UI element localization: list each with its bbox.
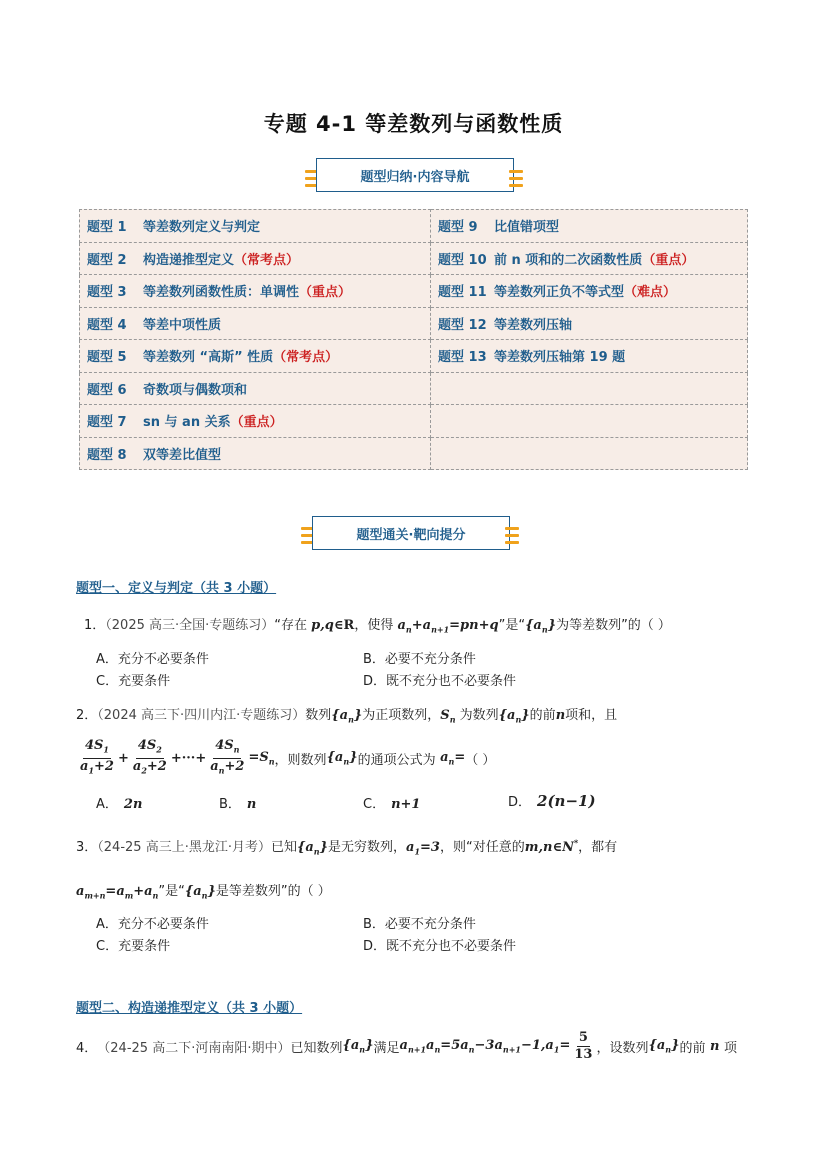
nav-topic-label: 等差数列正负不等式型	[494, 285, 625, 301]
math: $S_n$	[440, 708, 456, 725]
section-heading: 题型一、定义与判定（共 3 小题）	[76, 581, 277, 596]
math: $\{a_n\}$	[648, 1038, 680, 1055]
math: $a_n+a_{n+1}=pn+q$	[397, 618, 499, 635]
nav-topic-label: 等差数列压轴	[494, 317, 573, 333]
nav-cell[interactable]	[80, 405, 431, 438]
banner-decor-right	[509, 170, 523, 173]
nav-cell[interactable]	[431, 275, 748, 308]
math-fraction: $\frac{4S_2}{a_2+2}$	[132, 738, 167, 776]
option-a[interactable]: A． 2n	[96, 797, 143, 812]
nav-cell[interactable]	[80, 210, 431, 243]
nav-row	[80, 307, 748, 340]
question-text: 满足	[373, 1041, 400, 1056]
banner-decor-right	[505, 527, 519, 530]
nav-row	[80, 275, 748, 308]
nav-cell[interactable]	[431, 372, 748, 405]
nav-topic-tag: （难点）	[624, 285, 677, 301]
question-text: “存在	[274, 618, 308, 633]
nav-topic-label: 等差中项性质	[143, 317, 222, 333]
nav-topic-tag: （重点）	[299, 285, 352, 301]
math: n	[555, 708, 566, 723]
question-1: 1．（2025 高三·全国·专题练习）“存在 p,q∈R，使得 $a_n+a_{n+1}=pn+q$”是“$\{a_n\}$为等差数列”的（ ）	[84, 618, 671, 635]
nav-topic-number: 题型 7	[87, 415, 127, 431]
nav-cell[interactable]	[80, 275, 431, 308]
question-4	[76, 1030, 737, 1063]
nav-topic-label: sn 与 an 关系	[143, 415, 231, 431]
banner-decor-right	[505, 541, 519, 544]
question-source: （2024 高三下·四川内江·专题练习）	[97, 708, 306, 723]
nav-row	[80, 405, 748, 438]
question-3	[76, 836, 617, 857]
option-c[interactable]: C．充要条件	[96, 674, 171, 689]
nav-topic-tag: （常考点）	[234, 252, 300, 268]
question-text: 项	[723, 1041, 737, 1056]
question-text: ”是“	[158, 884, 185, 899]
nav-topic-label: 等差数列函数性质：单调性	[143, 285, 300, 301]
question-text: 的前	[679, 1041, 706, 1056]
question-text: 是无穷数列，	[327, 840, 406, 855]
math: $a_n=$	[435, 749, 466, 767]
math: $\{a_n\}$	[331, 708, 363, 725]
question-text: 为正项数列，	[362, 708, 441, 723]
question-text: ，都有	[578, 840, 618, 855]
math: m,n∈N*	[524, 837, 579, 855]
banner-decor-right	[509, 184, 523, 187]
question-source: （24-25 高二下·河南南阳·期中）	[97, 1041, 291, 1056]
option-a[interactable]: A．充分不必要条件	[96, 652, 209, 667]
nav-topic-number: 题型 4	[87, 317, 127, 333]
nav-topic-number: 题型 5	[87, 350, 127, 366]
question-text: （ ）	[465, 752, 496, 768]
nav-topic-tag: （重点）	[230, 415, 283, 431]
question-source: （24-25 高三上·黑龙江·月考）	[97, 840, 271, 855]
nav-cell[interactable]	[80, 437, 431, 470]
question-number: 1．	[84, 618, 106, 633]
question-text: ，则数列	[274, 752, 327, 768]
question-text: ，使得	[354, 618, 394, 633]
question-text: 的通项公式为	[357, 752, 436, 768]
nav-topic-number: 题型 10	[438, 252, 487, 268]
nav-row	[80, 437, 748, 470]
question-text: 已知数列	[290, 1041, 343, 1056]
nav-cell[interactable]	[80, 340, 431, 373]
nav-cell[interactable]	[80, 372, 431, 405]
option-b[interactable]: B．必要不充分条件	[363, 917, 476, 932]
nav-row	[80, 210, 748, 243]
section-heading: 题型二、构造递推型定义（共 3 小题）	[76, 1001, 303, 1016]
nav-row	[80, 372, 748, 405]
question-number: 3．	[76, 840, 98, 855]
math: $\{a_n\}$	[498, 708, 530, 725]
nav-cell[interactable]	[431, 242, 748, 275]
math: p,q	[311, 618, 334, 633]
nav-topic-number: 题型 2	[87, 252, 127, 268]
nav-topic-tag: （重点）	[642, 252, 695, 268]
nav-topic-label: 双等差比值型	[143, 447, 222, 463]
option-b[interactable]: B．必要不充分条件	[363, 652, 476, 667]
math-fraction: $\frac{5}{13}$	[574, 1030, 593, 1062]
math: n	[705, 1039, 724, 1054]
option-c[interactable]: C．充要条件	[96, 939, 171, 954]
banner-nav: 题型归纳·内容导航	[316, 158, 514, 192]
math: $a_1=3$	[406, 840, 440, 857]
question-text: ，设数列	[596, 1041, 649, 1056]
nav-topic-label: 前 n 项和的二次函数性质	[494, 252, 643, 268]
math: $\{a_n\}$	[184, 884, 216, 901]
banner-decor-right	[509, 177, 523, 180]
nav-topic-label: 等差数列 “高斯” 性质	[143, 350, 274, 366]
math: $\{a_n\}$	[326, 749, 358, 767]
nav-topic-label: 构造递推型定义	[143, 252, 235, 268]
question-number: 2．	[76, 708, 98, 723]
nav-topic-label: 等差数列定义与判定	[143, 220, 261, 236]
option-b[interactable]: B． n	[219, 797, 257, 812]
math-fraction: $\frac{4S_1}{a_1+2}$	[80, 738, 114, 776]
nav-row	[80, 242, 748, 275]
question-2	[76, 704, 617, 725]
question-3-cont	[76, 880, 331, 901]
nav-cell[interactable]	[431, 405, 748, 438]
nav-topic-number: 题型 3	[87, 285, 127, 301]
question-2-formula: $\frac{4S_1}{a_1+2}$ + $\frac{4S_2}{a_2+2}$ +···+ $\frac{4S_n}{a_n+2}$ $=S_n$ ，则数列 $\{a_n\}$ 的通项公式为 $a_n=$ （ ）	[76, 738, 495, 778]
math: $\{a_n\}$	[296, 840, 328, 857]
option-d[interactable]: D． 2(n−1)	[508, 792, 596, 810]
question-number: 4．	[76, 1041, 98, 1056]
nav-topic-number: 题型 1	[87, 220, 127, 236]
math-fraction: $\frac{4S_n}{a_n+2}$	[210, 738, 245, 776]
question-text: 为等差数列”的（ ）	[556, 618, 671, 633]
nav-topic-number: 题型 8	[87, 447, 127, 463]
math: $a_{n+1}a_n=5a_n-3a_{n+1}-1,a_1=$	[399, 1038, 571, 1055]
nav-topic-label: 等差数列压轴第 19 题	[494, 350, 626, 366]
math: $\{a_n\}$	[342, 1038, 374, 1055]
option-a[interactable]: A．充分不必要条件	[96, 917, 209, 932]
question-text: 项和，且	[565, 708, 618, 723]
nav-cell[interactable]	[431, 437, 748, 470]
question-text: ”是“	[498, 618, 526, 633]
page-title: 专题 4-1 等差数列与函数性质	[263, 112, 564, 136]
nav-topic-number: 题型 12	[438, 317, 487, 333]
question-text: 已知	[270, 840, 297, 855]
nav-row	[80, 340, 748, 373]
nav-topic-number: 题型 9	[438, 220, 478, 236]
nav-topic-tag: （常考点）	[273, 350, 339, 366]
question-text: 是等差数列”的（ ）	[215, 884, 331, 899]
nav-cell[interactable]	[431, 307, 748, 340]
question-source: （2025 高三·全国·专题练习）	[105, 618, 275, 633]
nav-topic-label: 奇数项与偶数项和	[143, 382, 248, 398]
nav-topic-number: 题型 11	[438, 285, 487, 301]
nav-topic-number: 题型 6	[87, 382, 127, 398]
option-d[interactable]: D．既不充分也不必要条件	[363, 939, 517, 954]
nav-cell[interactable]	[431, 340, 748, 373]
option-d[interactable]: D．既不充分也不必要条件	[363, 674, 517, 689]
banner-practice: 题型通关·靶向提分	[312, 516, 510, 550]
math: $a_{m+n}=a_m+a_n$	[76, 884, 159, 901]
question-text: 为数列	[459, 708, 499, 723]
option-c[interactable]: C． n+1	[363, 797, 421, 812]
nav-topic-number: 题型 13	[438, 350, 487, 366]
nav-cell[interactable]	[80, 242, 431, 275]
topic-nav-table	[79, 209, 748, 470]
nav-topic-label: 比值错项型	[494, 220, 560, 236]
banner-decor-right	[505, 534, 519, 537]
question-text: 的前	[529, 708, 556, 723]
nav-cell[interactable]	[431, 210, 748, 243]
math: $\{a_n\}$	[525, 618, 557, 635]
question-text: 数列	[305, 708, 332, 723]
question-text: ，则“对任意的	[439, 840, 525, 855]
nav-cell[interactable]	[80, 307, 431, 340]
